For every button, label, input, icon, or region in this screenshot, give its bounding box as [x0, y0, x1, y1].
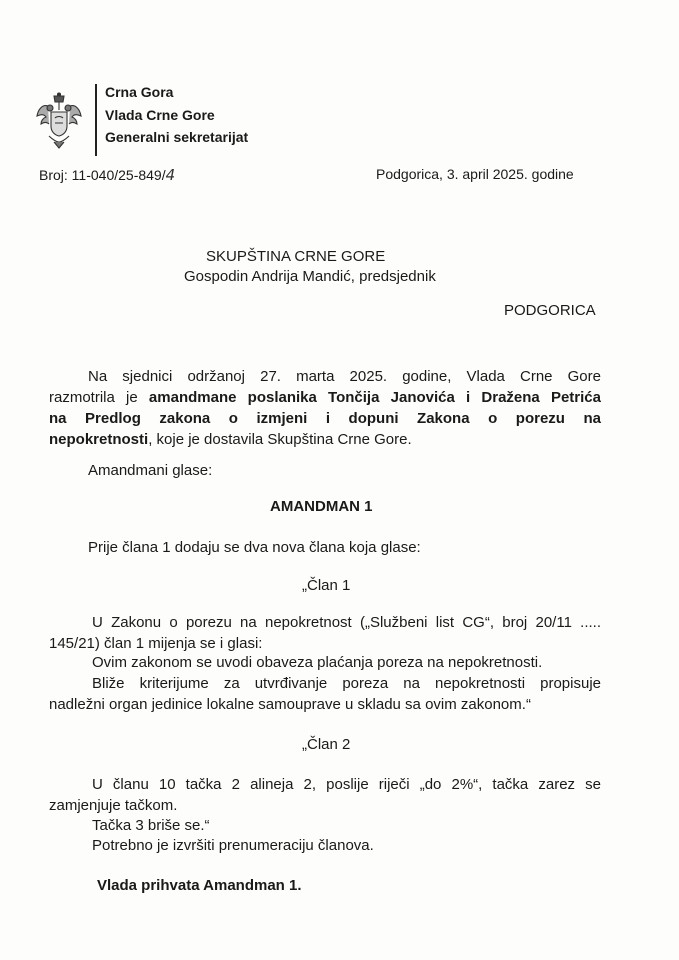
reference-number — [39, 166, 175, 184]
amendment-lead: Prije člana 1 dodaju se dva nova člana koja glase: — [88, 539, 421, 556]
intro-line-4-bold: nepokretnosti — [49, 431, 149, 448]
header-government: Vlada Crne Gore — [105, 107, 215, 123]
amendment-title-text: AMANDMAN 1 — [270, 498, 373, 515]
government-decision-text: Vlada prihvata Amandman 1. — [97, 877, 302, 894]
reference-number-handwritten: 4 — [165, 166, 176, 184]
reference-number-label: Broj: 11-040/25-849/ — [39, 167, 166, 183]
header-department: Generalni sekretarijat — [105, 129, 249, 145]
intro-line-2-bold: amandmane poslanika Tončija Janovića i Dražena Petrića — [148, 389, 601, 406]
government-decision — [97, 875, 302, 896]
coat-of-arms-icon — [34, 92, 84, 152]
header-divider — [95, 84, 97, 156]
clan-2-line-3: Tačka 3 briše se.“ — [92, 817, 210, 834]
recipient-city: PODGORICA — [504, 302, 596, 319]
clan-1-title: „Član 1 — [302, 577, 351, 594]
clan-2-line-2: zamjenjuje tačkom. — [49, 797, 178, 814]
intro-line-1: Na sjednici održanoj 27. marta 2025. godine, Vlada Crne Gore — [88, 368, 601, 385]
amendment-title — [270, 496, 373, 517]
intro-line-4-plain: , koje je dostavila Skupština Crne Gore. — [148, 431, 412, 448]
intro-line-2 — [49, 387, 601, 408]
intro-line-4 — [49, 429, 412, 450]
clan-1-line-1: U Zakonu o porezu na nepokretnost („Službeni list CG“, broj 20/11 ..... — [92, 614, 601, 631]
clan-1-line-4: Bliže kriterijume za utvrđivanje poreza na nepokretnosti propisuje — [92, 675, 601, 692]
clan-2-line-4: Potrebno je izvršiti prenumeraciju članova. — [92, 837, 374, 854]
clan-2-line-1: U članu 10 tačka 2 alineja 2, poslije riječi „do 2%“, tačka zarez se — [92, 776, 601, 793]
header-country: Crna Gora — [105, 84, 174, 100]
clan-1-line-5: nadležni organ jedinice lokalne samouprave u skladu sa ovim zakonom.“ — [49, 696, 531, 713]
clan-2-title: „Član 2 — [302, 736, 351, 753]
amendments-intro: Amandmani glase: — [88, 462, 213, 479]
intro-line-2-plain: razmotrila je — [49, 389, 149, 406]
recipient-institution: SKUPŠTINA CRNE GORE — [206, 248, 386, 265]
intro-line-3 — [49, 408, 601, 429]
document-date: Podgorica, 3. april 2025. godine — [376, 166, 574, 182]
recipient-person: Gospodin Andrija Mandić, predsjednik — [184, 268, 436, 285]
intro-line-3-bold: na Predlog zakona o izmjeni i dopuni Zakona o porezu na — [49, 410, 601, 427]
clan-1-line-3: Ovim zakonom se uvodi obaveza plaćanja poreza na nepokretnosti. — [92, 654, 543, 671]
clan-1-line-2: 145/21) član 1 mijenja se i glasi: — [49, 635, 263, 652]
